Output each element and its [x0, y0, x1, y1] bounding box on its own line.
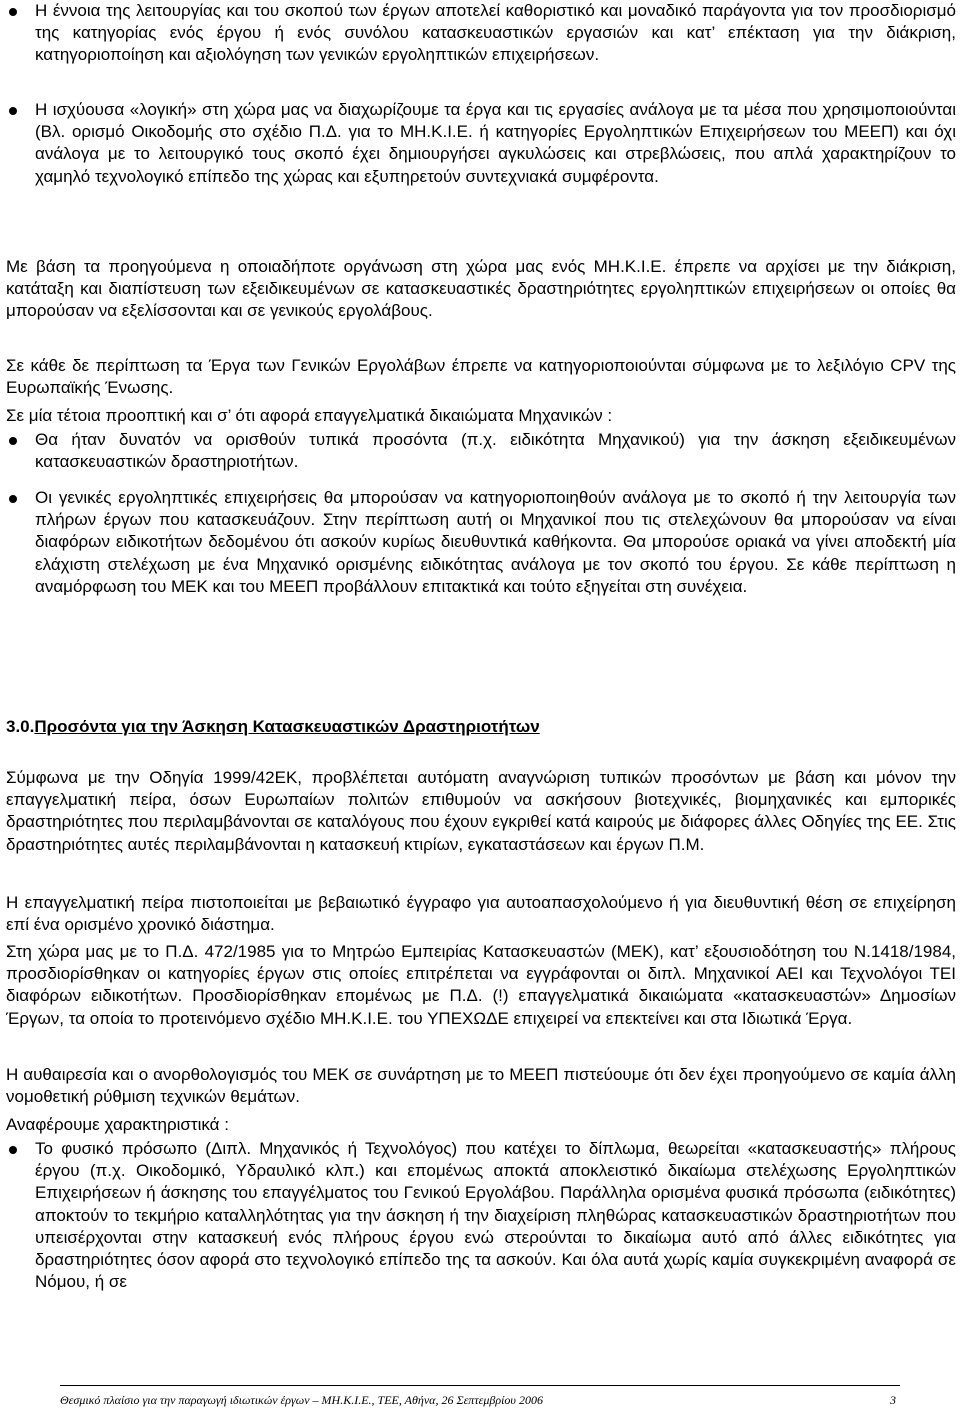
paragraph-rights-intro: Σε μία τέτοια προοπτική και σ’ ότι αφορά επαγγελματικά δικαιώματα Μηχανικών : — [6, 406, 613, 425]
bullet-paragraph-function: Η έννοια της λειτουργίας και του σκοπού των έργων αποτελεί καθοριστικό και μοναδικό παράγοντα για τον προσδιορισμό της κατηγορίας ενός έργου ή ενός συνόλου κατασκευαστικών εργασιών και κατ’ επέκταση για την διάκριση, κατηγοριοποίηση και αξιολόγηση των γενικών εργοληπτικών επιχειρήσεων. — [35, 1, 956, 65]
paragraph-cpv: Σε κάθε δε περίπτωση τα Έργα των Γενικών Εργολάβων έπρεπε να κατηγοριοποιούνται σύμφωνα με το λεξιλόγιο CPV της Ευρωπαϊκής Ένωσης. — [6, 356, 956, 398]
section-heading — [6, 716, 540, 738]
bullet-paragraph-qualifications: Θα ήταν δυνατόν να ορισθούν τυπικά προσόντα (π.χ. ειδικότητα Μηχανικού) για την άσκηση εξειδικευμένων κατασκευαστικών δραστηριοτήτων. — [35, 430, 956, 472]
bullet-paragraph-natural-person: Το φυσικό πρόσωπο (Διπλ. Μηχανικός ή Τεχνολόγος) που κατέχει το δίπλωμα, θεωρείται «κατασκευαστής» πλήρους έργου (π.χ. Οικοδομικό, Υδραυλικό κλπ.) και επομένως αποκτά αποκλειστικό δικαίωμα στελέχωσης Εργοληπτικών Επιχειρήσεων ή άσκησης του επαγγέλματος του Γενικού Εργολάβου. Παράλληλα ορισμένα φυσικά πρόσωπα (ειδικότητες) αποκτούν το τεκμήριο καταλληλότητας για την άσκηση ή την διαχείριση πληθώρας κατασκευαστικών δραστηριοτήτων που υπεισέρχονται στην κατασκευή ενός πλήρους έργου ενώ στερούνται το δικαίωμα αυτό από άλλες ειδικότητες για δραστηριότητες όσον αφορά στο τεχνολογικό επίπεδο της τα ασκούν. Και όλα αυτά χωρίς καμία συγκεκριμένη αναφορά σε Νόμου, ή σε — [35, 1139, 956, 1292]
footer-divider — [60, 1385, 900, 1386]
paragraph-mek: Στη χώρα μας με το Π.Δ. 472/1985 για το Μητρώο Εμπειρίας Κατασκευαστών (ΜΕΚ), κατ’ εξουσιοδότηση του Ν.1418/1984, προσδιορίσθηκαν οι κατηγορίες έργων στις οποίες επιτρέπεται να εγγράφονται οι διπλ. Μηχανικοί ΑΕΙ και Τεχνολόγοι ΤΕΙ διαφόρων ειδικοτήτων. Προσδιορίσθηκαν επομένως με Π.Δ. (!) επαγγελματικά δικαιώματα «κατασκευαστών» Δημοσίων Έργων, τα οποία το προτεινόμενο σχέδιο ΜΗ.Κ.Ι.Ε. του ΥΠΕΧΩΔΕ επιχειρεί να επεκτείνει και στα Ιδιωτικά Έργα. — [6, 942, 956, 1028]
bullet-paragraph-contractors: Οι γενικές εργοληπτικές επιχειρήσεις θα μπορούσαν να κατηγοριοποιηθούν ανάλογα με το σκοπό ή την λειτουργία των πλήρων έργων που κατασκευάζουν. Στην περίπτωση αυτή οι Μηχανικοί που τις στελεχώνουν θα μπορούσαν να είναι διαφόρων ειδικοτήτων δεδομένου ότι ασκούν κυρίως διευθυντικά καθήκοντα. Θα μπορούσε οριακά να γίνει αποδεκτή μία ελάχιστη στελέχωση με ένα Μηχανικό ορισμένης ειδικότητας ανάλογα με τον σκοπό του έργου. Σε κάθε περίπτωση η αναμόρφωση του ΜΕΚ και του ΜΕΕΠ προβάλλουν επιτακτικά και τούτο εξηγείται στη συνέχεια. — [35, 488, 956, 596]
bullet-icon — [6, 3, 18, 15]
bullet-paragraph-logic: Η ισχύουσα «λογική» στη χώρα μας να διαχωρίζουμε τα έργα και τις εργασίες ανάλογα με τα μέσα που χρησιμοποιούνται (Βλ. ορισμό Οικοδομής στο σχέδιο Π.Δ. για το ΜΗ.Κ.Ι.Ε. ή κατηγορίες Εργοληπτικών Επιχειρήσεων του ΜΕΕΠ) και όχι ανάλογα με το λειτουργικό τους σκοπό έχει δημιουργήσει αγκυλώσεις και στρεβλώσεις, που απλά χαρακτηρίζουν το χαμηλό τεχνολογικό επίπεδο της χώρας και εξυπηρετούν συντεχνιακά συμφέροντα. — [35, 100, 956, 186]
bullet-icon — [6, 490, 18, 502]
paragraph-arbitrariness: Η αυθαιρεσία και ο ανορθολογισμός του ΜΕΚ σε συνάρτηση με το ΜΕΕΠ πιστεύουμε ότι δεν έχει προηγούμενο σε καμία άλλη νομοθετική ρύθμιση τεχνικών θεμάτων. — [6, 1065, 956, 1107]
section-title: Προσόντα για την Άσκηση Κατασκευαστικών Δραστηριοτήτων — [34, 717, 540, 736]
bullet-icon — [6, 432, 18, 444]
paragraph-organization: Με βάση τα προηγούμενα η οποιαδήποτε οργάνωση στη χώρα μας ενός ΜΗ.Κ.Ι.Ε. έπρεπε να αρχίσει με την διάκριση, κατάταξη και διαπίστευση των εξειδικευμένων σε κατασκευαστικές δραστηριότητες εργοληπτικών επιχειρήσεων οι οποίες θα μπορούσαν να εξελίσσονται και σε γενικούς εργολάβους. — [6, 257, 956, 321]
footer-text: Θεσμικό πλαίσιο για την παραγωγή ιδιωτικών έργων – ΜΗ.Κ.Ι.Ε., ΤΕΕ, Αθήνα, 26 Σεπτεμβρίου 2006 — [60, 1393, 543, 1407]
bullet-icon — [6, 102, 18, 114]
paragraph-directive: Σύμφωνα με την Οδηγία 1999/42ΕΚ, προβλέπεται αυτόματη αναγνώριση τυπικών προσόντων με βάση και μόνον την επαγγελματική πείρα, όσων Ευρωπαίων πολιτών επιθυμούν να ασκήσουν βιοτεχνικές, βιομηχανικές και εμπορικές δραστηριότητες που περιλαμβάνονται σε καταλόγους που έχουν εγκριθεί κατά καιρούς με διάφορες άλλες Οδηγίες της ΕΕ. Στις δραστηριότητες αυτές περιλαμβάνονται η κατασκευή κτιρίων, εγκαταστάσεων και έργων Π.Μ. — [6, 768, 956, 854]
paragraph-experience: Η επαγγελματική πείρα πιστοποιείται με βεβαιωτικό έγγραφο για αυτοαπασχολούμενο ή για διευθυντική θέση σε επιχείρηση επί ένα ορισμένο χρονικό διάστημα. — [6, 893, 956, 935]
section-number: 3.0. — [6, 717, 35, 736]
page-footer — [0, 1385, 960, 1415]
bullet-icon — [6, 1141, 18, 1153]
paragraph-examples-intro: Αναφέρουμε χαρακτηριστικά : — [6, 1115, 229, 1134]
page-number: 3 — [890, 1393, 896, 1407]
